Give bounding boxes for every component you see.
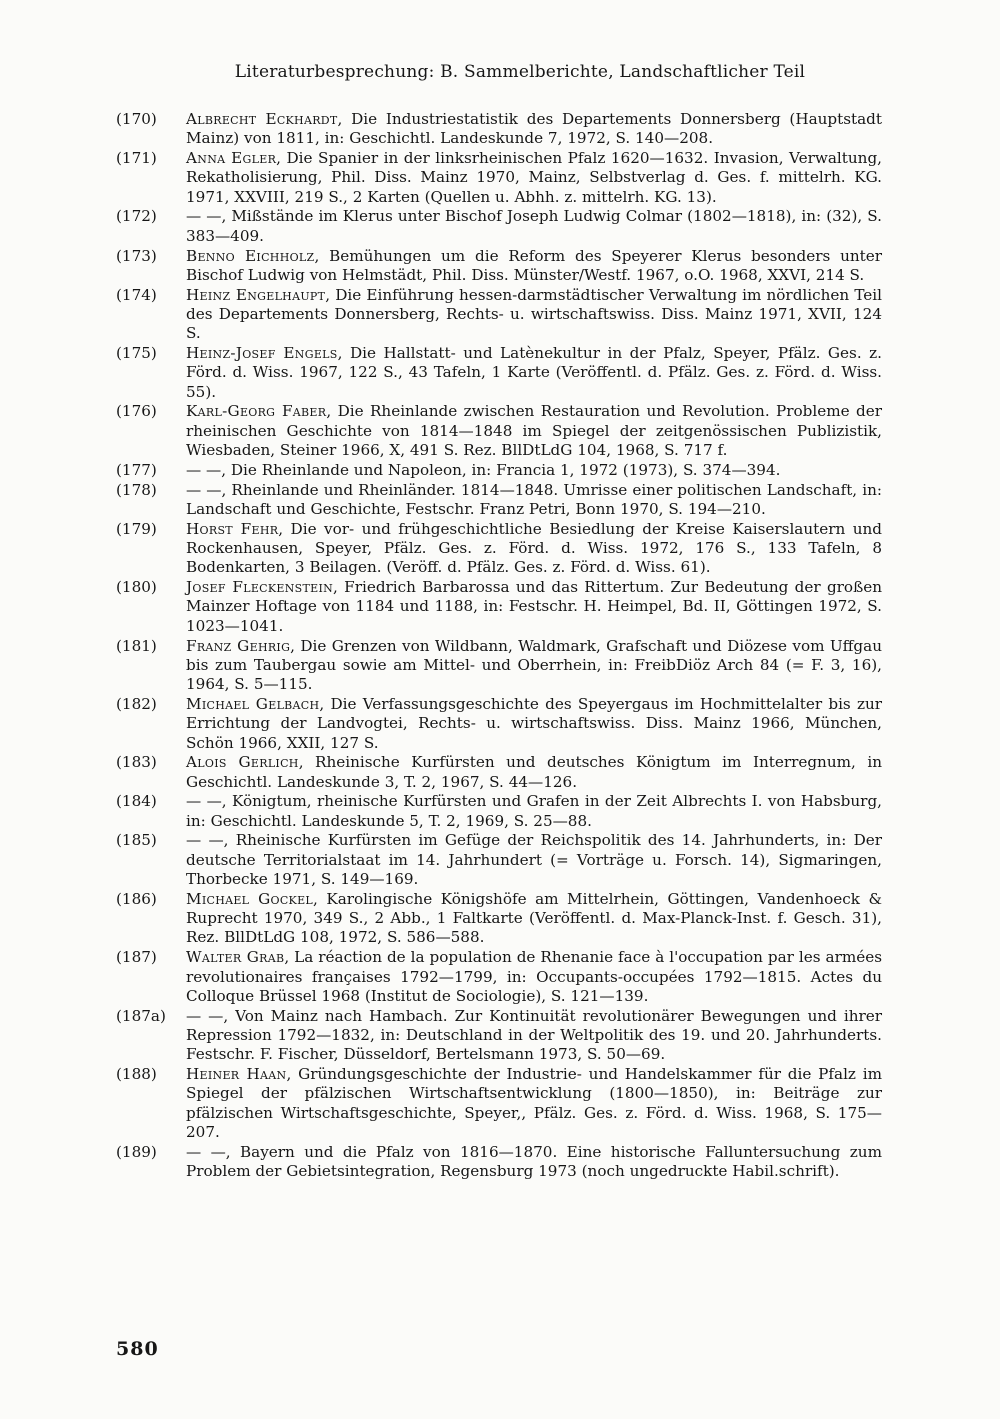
entry-number: (185) <box>116 831 157 850</box>
entry-number: (180) <box>116 578 157 597</box>
bibliography-entry <box>116 948 882 1006</box>
entry-number: (187a) <box>116 1006 166 1025</box>
entry-text <box>186 890 882 948</box>
entry-number: (170) <box>116 110 157 128</box>
entry-author: Michael Gelbach <box>186 694 320 713</box>
entry-citation: — —, Rheinische Kurfürsten im Gefüge der Reichspolitik des 14. Jahrhunderts, in: Der deutsche Territorialstaat im 14. Jahrhundert (= Vorträge u. Forsch. 14), Sigmaringen, Thorbecke 1971, S. 149—169. <box>186 831 882 889</box>
entry-citation: — —, Die Rheinlande und Napoleon, in: Francia 1, 1972 (1973), S. 374—394. <box>186 460 781 479</box>
bibliography-list <box>116 110 882 1182</box>
entry-number: (181) <box>116 636 157 655</box>
bibliography-entry <box>116 831 882 889</box>
bibliography-entry <box>116 1143 882 1182</box>
entry-author: Walter Grab <box>186 948 285 967</box>
entry-citation: , Gründungsgeschichte der Industrie- und Handelskammer für die Pfalz im Spiegel der pfälzischen Wirtschaftsentwicklung (1800—1850), in: Beiträge zur pfälzischen Wirtschaftsgeschichte, Speyer,, Pfälz. Ges. z. Förd. d. Wiss. 1968, S. 175—207. <box>186 1065 882 1141</box>
entry-citation: — —, Rheinlande und Rheinländer. 1814—1848. Umrisse einer politischen Landschaft, in: Landschaft und Geschichte, Festschr. Franz Petri, Bonn 1970, S. 194—210. <box>186 480 882 518</box>
page-number: 580 <box>116 1338 159 1360</box>
bibliography-entry <box>116 149 882 207</box>
entry-number: (183) <box>116 753 157 772</box>
entry-number: (186) <box>116 889 157 908</box>
entry-author: Josef Fleckenstein <box>186 578 334 597</box>
entry-text <box>186 831 882 889</box>
bibliography-entry <box>116 110 882 149</box>
entry-number: (179) <box>116 519 157 538</box>
entry-author: Alois Gerlich <box>186 753 299 772</box>
entry-text <box>186 695 882 753</box>
bibliography-entry <box>116 695 882 753</box>
bibliography-entry <box>116 792 882 831</box>
entry-number: (177) <box>116 460 157 479</box>
bibliography-entry <box>116 481 882 520</box>
entry-text <box>186 481 882 520</box>
entry-citation: , Die Hallstatt- und Latènekultur in der Pfalz, Speyer, Pfälz. Ges. z. Förd. d. Wiss. 1967, 122 S., 43 Tafeln, 1 Karte (Veröffentl. d. Pfälz. Ges. z. Förd. d. Wiss. 55). <box>186 344 883 401</box>
entry-text <box>186 792 882 831</box>
bibliography-entry <box>116 207 882 246</box>
entry-citation: , Die Einführung hessen-darmstädtischer Verwaltung im nördlichen Teil des Departements Donnersberg, Rechts- u. wirtschaftswiss. Diss. Mainz 1971, XVII, 124 S. <box>186 285 882 343</box>
entry-number: (187) <box>116 948 157 967</box>
entry-number: (172) <box>116 207 157 226</box>
entry-citation: , Die Rheinlande zwischen Restauration und Revolution. Probleme der rheinischen Geschichte von 1814—1848 im Spiegel der zeitgenössischen Publizistik, Wiesbaden, Steiner 1966, X, 491 S. Rez. BllDtLdG 104, 1968, S. 717 f. <box>186 402 883 460</box>
entry-citation: , Die Verfassungsgeschichte des Speyergaus im Hochmittelalter bis zur Errichtung der Landvogtei, Rechts- u. wirtschaftswiss. Diss. Mainz 1966, München, Schön 1966, XXII, 127 S. <box>186 694 883 752</box>
entry-author: Horst Fehr <box>186 519 279 538</box>
entry-text <box>186 753 882 792</box>
entry-citation: , La réaction de la population de Rhenanie face à l'occupation par les armées revolutionaires françaises 1792—1799, in: Occupants-occupées 1792—1815. Actes du Colloque Brüssel 1968 (Institut de Sociologie), S. 121—139. <box>186 948 882 1005</box>
entry-citation: — —, Königtum, rheinische Kurfürsten und Grafen in der Zeit Albrechts I. von Habsburg, in: Geschichtl. Landeskunde 5, T. 2, 1969, S. 25—88. <box>186 792 882 830</box>
entry-text <box>186 948 882 1006</box>
bibliography-entry <box>116 578 882 636</box>
entry-author: Benno Eichholz <box>186 246 315 265</box>
entry-text <box>186 1007 882 1065</box>
entry-text <box>186 286 882 344</box>
bibliography-entry <box>116 890 882 948</box>
entry-number: (171) <box>116 149 157 168</box>
bibliography-entry <box>116 1007 882 1065</box>
entry-number: (178) <box>116 480 157 499</box>
entry-citation: , Die Spanier in der linksrheinischen Pfalz 1620—1632. Invasion, Verwaltung, Rekatholisierung, Phil. Diss. Mainz 1970, Mainz, Selbstverlag d. Ges. f. mittelrh. KG. 1971, XXVIII, 219 S., 2 Karten (Quellen u. Abhh. z. mittelrh. KG. 13). <box>186 149 882 206</box>
entry-number: (176) <box>116 402 157 421</box>
entry-text <box>186 1143 882 1182</box>
entry-citation: , Die vor- und frühgeschichtliche Besiedlung der Kreise Kaiserslautern und Rockenhausen, Speyer, Pfälz. Ges. z. Förd. d. Wiss. 1972, 176 S., 133 Tafeln, 8 Bodenkarten, 3 Beilagen. (Veröff. d. Pfälz. Ges. z. Förd. d. Wiss. 61). <box>186 519 882 577</box>
bibliography-entry <box>116 637 882 695</box>
bibliography-entry <box>116 520 882 578</box>
entry-citation: , Karolingische Königshöfe am Mittelrhein, Göttingen, Vandenhoeck & Ruprecht 1970, 349 S., 2 Abb., 1 Faltkarte (Veröffentl. d. Max-Planck-Inst. f. Gesch. 31), Rez. BllDtLdG 108, 1972, S. 586—588. <box>186 889 882 947</box>
bibliography-entry <box>116 402 882 460</box>
bibliography-entry <box>116 461 882 480</box>
entry-text <box>186 110 882 149</box>
entry-text <box>186 578 882 636</box>
entry-text <box>186 520 882 578</box>
entry-author: Franz Gehrig <box>186 636 291 655</box>
entry-text <box>186 149 882 207</box>
entry-text <box>186 461 882 480</box>
bibliography-entry <box>116 344 882 402</box>
entry-citation: , Rheinische Kurfürsten und deutsches Königtum im Interregnum, in Geschichtl. Landeskunde 3, T. 2, 1967, S. 44—126. <box>186 753 882 791</box>
entry-text <box>186 344 882 402</box>
entry-author: Karl-Georg Faber <box>186 402 327 421</box>
bibliography-entry <box>116 247 882 286</box>
entry-text <box>186 1065 882 1142</box>
entry-citation: , Die Grenzen von Wildbann, Waldmark, Grafschaft und Diözese vom Uffgau bis zum Taubergau sowie am Mittel- und Oberrhein, in: FreibDiöz Arch 84 (= F. 3, 16), 1964, S. 5—115. <box>186 636 882 694</box>
entry-citation: , Die Industriestatistik des Departements Donnersberg (Hauptstadt Mainz) von 1811, in: Geschichtl. Landeskunde 7, 1972, S. 140—208. <box>186 110 883 148</box>
entry-author: Michael Gockel <box>186 889 314 908</box>
entry-author: Heiner Haan <box>186 1065 287 1084</box>
running-header: Literaturbesprechung: B. Sammelberichte, Landschaftlicher Teil <box>234 62 806 82</box>
entry-citation: — —, Von Mainz nach Hambach. Zur Kontinuität revolutionärer Bewegungen und ihrer Repression 1792—1832, in: Deutschland in der Weltpolitik des 19. und 20. Jahrhunderts. Festschr. F. Fischer, Düsseldorf, Bertelsmann 1973, S. 50—69. <box>186 1006 882 1064</box>
entry-text <box>186 402 882 460</box>
entry-text <box>186 207 882 246</box>
entry-citation: — —, Bayern und die Pfalz von 1816—1870. Eine historische Falluntersuchung zum Problem der Gebietsintegration, Regensburg 1973 (noch ungedruckte Habil.schrift). <box>186 1142 882 1181</box>
entry-citation: , Bemühungen um die Reform des Speyerer Klerus besonders unter Bischof Ludwig von Helmstädt, Phil. Diss. Münster/Westf. 1967, o.O. 1968, XXVI, 214 S. <box>186 246 882 284</box>
entry-number: (182) <box>116 694 157 713</box>
entry-text <box>186 637 882 695</box>
entry-author: Heinz Engelhaupt <box>186 285 326 304</box>
entry-number: (174) <box>116 285 157 304</box>
entry-number: (175) <box>116 344 157 363</box>
entry-text <box>186 247 882 286</box>
entry-author: Albrecht Eckhardt <box>186 110 338 128</box>
entry-number: (189) <box>116 1142 157 1161</box>
entry-author: Heinz-Josef Engels <box>186 344 338 363</box>
entry-citation: — —, Mißstände im Klerus unter Bischof Joseph Ludwig Colmar (1802—1818), in: (32), S. 383—409. <box>186 207 882 245</box>
entry-author: Anna Egler <box>186 149 277 168</box>
entry-number: (188) <box>116 1065 157 1084</box>
entry-number: (173) <box>116 246 157 265</box>
entry-number: (184) <box>116 792 157 811</box>
bibliography-entry <box>116 1065 882 1142</box>
bibliography-entry <box>116 753 882 792</box>
bibliography-entry <box>116 286 882 344</box>
entry-citation: , Friedrich Barbarossa und das Rittertum. Zur Bedeutung der großen Mainzer Hoftage von 1184 und 1188, in: Festschr. H. Heimpel, Bd. II, Göttingen 1972, S. 1023—1041. <box>186 578 882 635</box>
